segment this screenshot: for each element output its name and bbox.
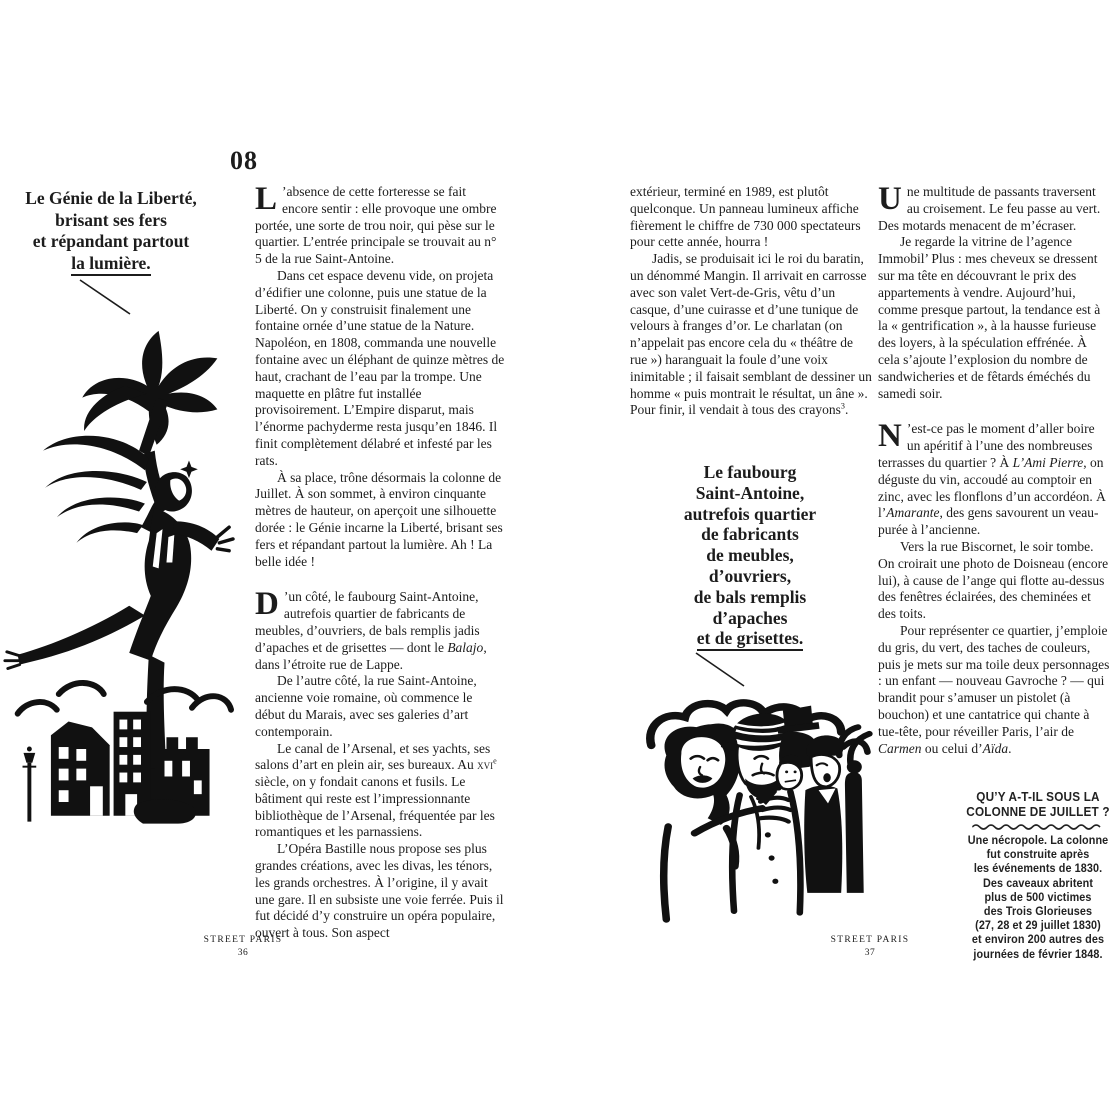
crowd-dance-illustration [640,694,875,926]
paragraph: Pour représenter ce quartier, j’emploie du gris, du vert, des taches de couleurs, puis je mets sur ma toile deux personnages : un enfant — nouveau Gavroche ? — qui brandit pour s’amuser un pistolet (à bouchon) et une cantatrice qui chante à tue-tête, pour réveiller Paris, l’air de Carmen ou celui d’Aïda. [878,622,1110,756]
genie-statue-illustration [0,325,235,855]
left-column [255,181,505,942]
dropcap: D [255,586,279,623]
running-footer-left [183,935,303,958]
pullquote-pointer-line-right [688,650,758,690]
paragraph: D ’un côté, le faubourg Saint-Antoine, autrefois quartier de fabricants de meubles, d’ouvriers, de bals remplis jadis d’apaches et de grisettes — dont le Balajo, dans l’étroite rue de Lappe. [255,586,487,672]
sidebar-body: Une nécropole. La colonne fut construite après les événements de 1830. Des caveaux abritent plus de 500 victimes des Trois Glorieuses (27, 28 et 29 juillet 1830) et environ 200 autres des journées de février 1848. [967,835,1109,961]
paragraph: Le canal de l’Arsenal, et ses yachts, ses salons d’art en plein air, ses bureaux. Au xvi$^e$ siècle, on y fondait canons et fusils. Le bâtiment qui reste est l’impressionnante bibliothèque de l’Arsenal, fréquentée par les romantiques et les parnassiens. [255,740,497,840]
paragraph: De l’autre côté, la rue Saint-Antoine, ancienne voie romaine, où commence le début du Marais, avec ses galeries d’art contemporain. [255,673,477,739]
paragraph: Je regarde la vitrine de l’agence Immobil’ Plus : mes cheveux se dressent sur ma tête en découvrant le prix des appartements à vendre. Aujourd’hui, comme presque partout, la tendance est à la « gentrification », à la hausse furieuse des loyers, à la spéculation effrénée. À cela s’ajoute l’explosion du nombre de sandwicheries et de fêtards éméchés du samedi soir. [878,234,1101,401]
page-number: 36 [237,948,249,958]
paragraph: Dans cet espace devenu vide, on projeta d’édifier une colonne, puis une statue de la Liberté. On y construisit finalement une fontaine ornée d’une statue de la Nature. Napoléon, en 1808, commanda une nouvelle fontaine avec un éléphant de quinze mètres de haut, crachant de l’eau par la trompe. Une maquette en plâtre fut installée provisoirement. L’Empire disparut, mais l’énorme pachyderme resta jusqu’en 1846. Il finit complètement délabré et infesté par les rats. [255,267,505,468]
running-footer-right [810,935,930,958]
sidebar-title: QU’Y A-T-IL SOUS LA COLONNE DE JUILLET ? [966,790,1110,819]
paragraph: Jadis, se produisait ici le roi du baratin, un dénommé Mangin. Il arrivait en carrosse avec son valet Vert-de-Gris, vêtu d’un casque, d’une cuirasse et d’une tunique de velours à franges d’or. Le charlatan (on n’appelait pas encore cela du « théâtre de rue ») haranguait la foule d’une voix inimitable ; il faisait semblant de dessiner un homme « puis montrait le résultat, un âne ». Pour finir, il vendait à tous des crayons$^3$. [630,251,872,418]
right-column-2 [878,181,1111,757]
paragraph: Vers la rue Biscornet, le soir tombe. On croirait une photo de Doisneau (encore lui), à cause de l’ange qui flotte au-dessus des fenêtres éclairées, des cheminées et des toits. [878,538,1109,622]
dropcap: U [878,181,902,217]
right-column-1 [630,184,872,419]
paragraph: extérieur, terminé en 1989, est plutôt quelconque. Un panneau lumineux affiche fièrement le chiffre de 730 000 spectateurs pour cette année, hourra ! [630,184,861,250]
paragraph: À sa place, trône désormais la colonne de Juillet. À son sommet, à environ cinquante mètres de hauteur, on aperçoit une silhouette dorée : le Génie incarne la Liberté, brisant ses fers et répandant partout la lumière. Ah ! La belle idée ! [255,469,503,569]
pullquote-faubourg: Le faubourg Saint-Antoine, autrefois quartier de fabricants de meubles, d’ouvriers, de bals remplis d’apaches et de grisettes. [630,462,870,649]
paragraph: Une multitude de passants traversent au croisement. Le feu passe au vert. Des motards menacent de m’écraser. [878,181,1101,233]
book-title: STREET PARIS [830,935,910,945]
pullquote-pointer-line [70,276,140,318]
pullquote-genie: Le Génie de la Liberté, brisant ses fers et répandant partout la lumière. [4,188,218,274]
article-number: 08 [230,146,258,175]
sidebar-colonne-de-juillet [961,790,1115,962]
paragraph: L ’absence de cette forteresse se fait encore sentir : elle provoque une ombre portée, une sorte de trou noir, qui pèse sur le quartier. L’entrée principale se trouvait au n° 5 de la rue Saint-Antoine. [255,181,497,267]
page-number: 37 [864,948,876,958]
dropcap: L [255,181,278,217]
wavy-divider [972,822,1104,830]
paragraph: N ’est-ce pas le moment d’aller boire un apéritif à l’une des nombreuses terrasses du quartier ? À L’Ami Pierre, on déguste du vin, accoudé au comptoir en zinc, avec les flonflons d’un accordéon. À l’Amarante, des gens savourent un veau-purée à l’ancienne. [878,418,1106,538]
dropcap: N [878,418,902,455]
book-title: STREET PARIS [203,935,283,945]
paragraph: L’Opéra Bastille nous propose ses plus grandes créations, avec les divas, les ténors, les grands orchestres. À l’origine, il y avait une gare. Il en subsiste une voie ferrée. Puis il fut décidé d’y construire un opéra populaire, ouvert à tous. Son aspect [255,841,504,941]
